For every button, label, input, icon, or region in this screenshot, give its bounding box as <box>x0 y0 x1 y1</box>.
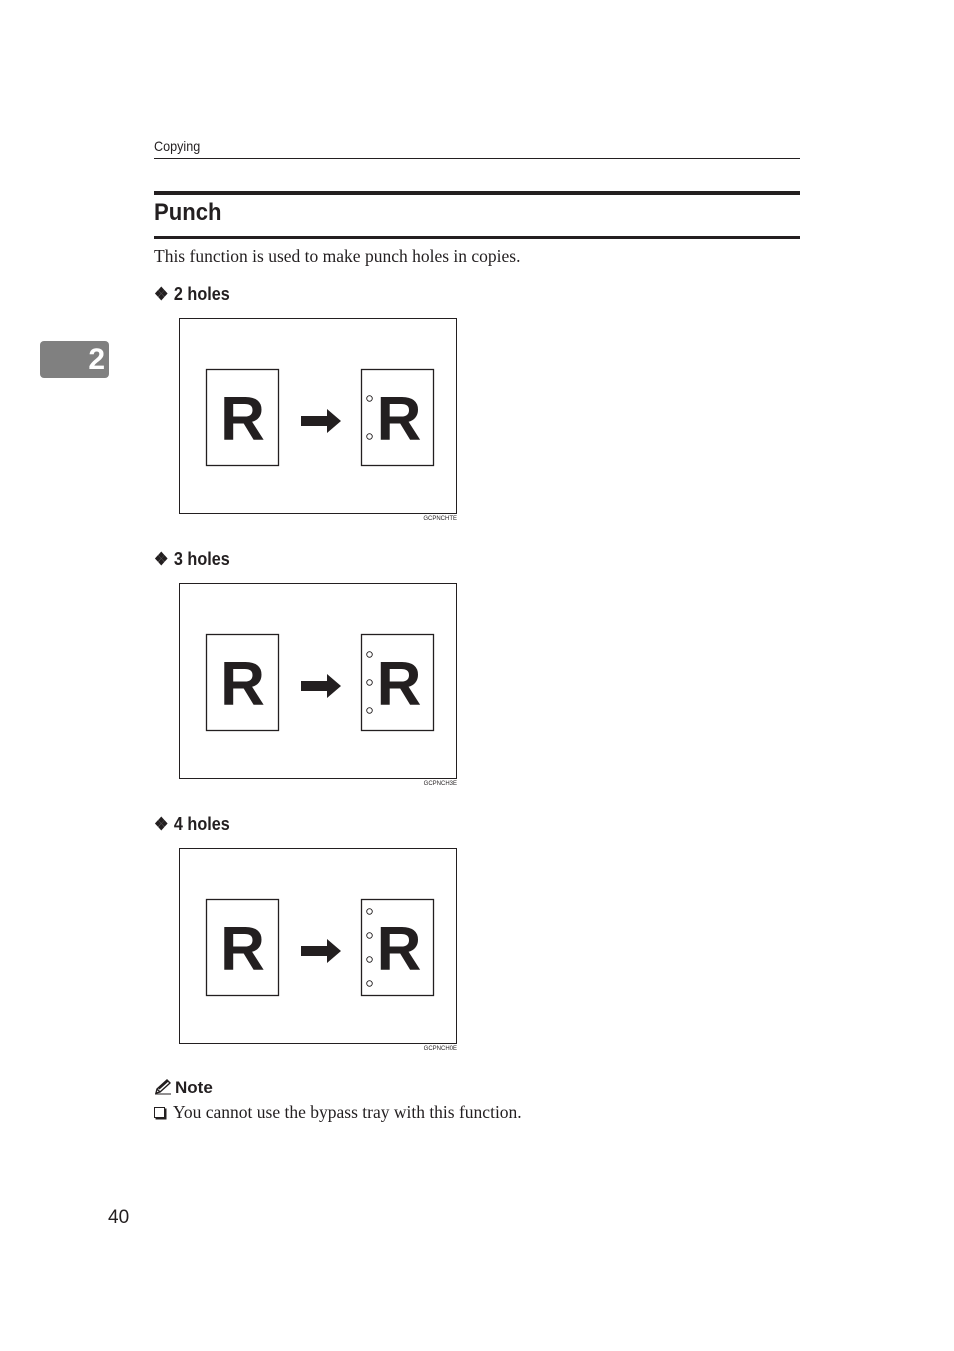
punched-letter: R <box>376 650 422 719</box>
figure-code: GCPNCH0E <box>423 1046 457 1052</box>
figure-heading-label: 4 holes <box>173 814 230 834</box>
punch-hole <box>367 933 373 939</box>
figure-heading-3-holes <box>154 549 230 570</box>
figure-heading-4-holes <box>154 814 230 835</box>
punch-illustration <box>179 848 457 1044</box>
bullet-diamond-icon: ❖ <box>154 284 169 304</box>
bullet-diamond-icon: ❖ <box>154 814 169 834</box>
figure-code: GCPNCH3E <box>423 781 457 787</box>
note-heading <box>154 1078 213 1098</box>
note-heading-label: Note <box>175 1078 213 1097</box>
title-rule-bottom <box>154 236 800 239</box>
running-header: Copying <box>154 138 201 154</box>
figure-4-holes <box>179 848 457 1044</box>
figure-heading-2-holes <box>154 284 230 305</box>
chapter-tab: 2 <box>40 341 109 378</box>
section-intro: This function is used to make punch holes in copies. <box>154 246 521 266</box>
punch-hole <box>367 680 373 686</box>
page-number: 40 <box>108 1207 130 1228</box>
punch-hole <box>367 652 373 658</box>
note-item <box>154 1102 522 1123</box>
figure-heading-label: 2 holes <box>173 284 230 304</box>
punched-letter: R <box>376 915 422 984</box>
figure-heading-label: 3 holes <box>173 549 230 569</box>
punch-illustration <box>179 318 457 514</box>
punch-hole <box>367 909 373 915</box>
section-title: Punch <box>154 199 222 226</box>
punch-hole <box>367 396 373 402</box>
header-rule <box>154 158 800 159</box>
punch-hole <box>367 434 373 440</box>
punched-letter: R <box>376 385 422 454</box>
title-rule-top <box>154 191 800 195</box>
figure-code: GCPNCHTE <box>423 516 457 522</box>
checkbox-bullet-icon <box>154 1107 165 1118</box>
figure-3-holes <box>179 583 457 779</box>
punch-hole <box>367 957 373 963</box>
pencil-icon <box>154 1079 172 1095</box>
punch-hole <box>367 981 373 987</box>
original-letter: R <box>220 650 265 719</box>
bullet-diamond-icon: ❖ <box>154 549 169 569</box>
original-letter: R <box>220 385 265 454</box>
punch-hole <box>367 708 373 714</box>
punch-illustration <box>179 583 457 779</box>
original-letter: R <box>220 915 265 984</box>
figure-2-holes <box>179 318 457 514</box>
note-item-text: You cannot use the bypass tray with this function. <box>173 1102 522 1122</box>
